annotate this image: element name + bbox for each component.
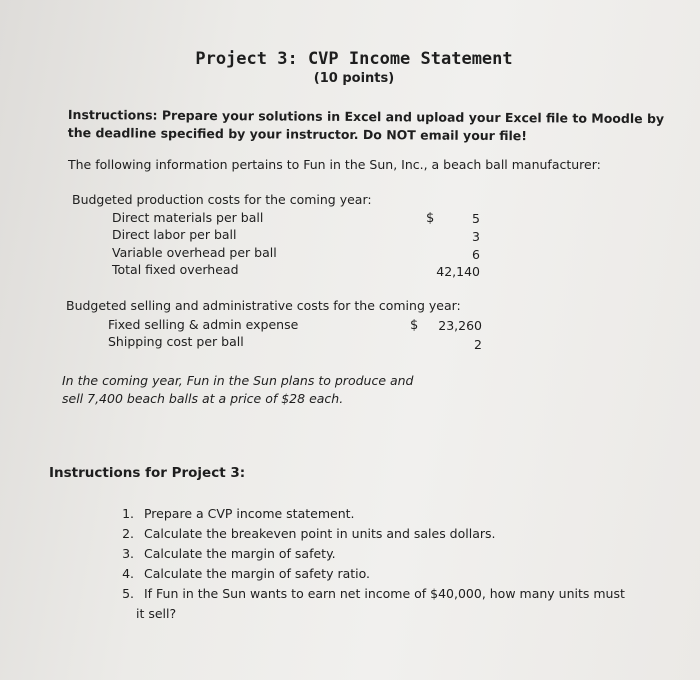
selling-currency: $	[410, 318, 419, 333]
task-text: Calculate the margin of safety.	[143, 546, 336, 561]
task-item	[118, 544, 625, 564]
task-number: 5.	[122, 586, 134, 601]
task-number: 1.	[122, 506, 134, 521]
production-item-value: 6	[472, 247, 480, 262]
task-list	[118, 504, 625, 624]
production-item-value: 42,140	[436, 264, 480, 279]
selling-item-value: 23,260	[438, 318, 482, 333]
instructions-line-2: the deadline specified by your instructor. Do NOT email your file!	[67, 124, 528, 144]
plan-line-2: sell 7,400 beach balls at a price of $28 each.	[62, 391, 344, 406]
selling-heading: Budgeted selling and administrative costs for the coming year:	[66, 298, 461, 313]
selling-item-label: Shipping cost per ball	[108, 334, 244, 349]
task-number: 2.	[122, 526, 134, 541]
project-instructions-heading: Instructions for Project 3:	[49, 465, 246, 481]
selling-item-label: Fixed selling & admin expense	[108, 317, 299, 332]
instructions-block	[68, 106, 664, 146]
task-text: If Fun in the Sun wants to earn net income of $40,000, how many units must	[143, 586, 625, 601]
task-number: 3.	[122, 546, 134, 561]
production-item-value: 3	[472, 229, 480, 244]
task-number: 4.	[122, 566, 134, 581]
task-text: it sell?	[136, 606, 177, 621]
instructions-line-1: Instructions: Prepare your solutions in Excel and upload your Excel file to Moodle by	[67, 106, 665, 127]
task-item	[118, 504, 625, 524]
page-title: Project 3: CVP Income Statement	[195, 49, 513, 69]
production-heading: Budgeted production costs for the coming year:	[72, 192, 372, 207]
production-item-label: Direct materials per ball	[112, 210, 264, 225]
task-text: Prepare a CVP income statement.	[143, 506, 355, 521]
production-currency: $	[426, 211, 435, 226]
production-item-label: Direct labor per ball	[112, 227, 237, 242]
points-label: (10 points)	[313, 71, 395, 86]
task-item	[118, 564, 625, 584]
task-item	[118, 584, 625, 604]
task-item	[118, 524, 625, 544]
intro-text: The following information pertains to Fun in the Sun, Inc., a beach ball manufacturer:	[68, 157, 601, 172]
production-item-value: 5	[472, 211, 480, 226]
plan-line-1: In the coming year, Fun in the Sun plans to produce and	[62, 373, 414, 388]
task-item-continuation	[118, 604, 625, 624]
task-text: Calculate the margin of safety ratio.	[143, 566, 371, 581]
production-item-label: Variable overhead per ball	[112, 245, 277, 260]
task-text: Calculate the breakeven point in units and sales dollars.	[143, 526, 496, 541]
selling-item-value: 2	[474, 337, 482, 352]
production-item-label: Total fixed overhead	[112, 262, 239, 277]
